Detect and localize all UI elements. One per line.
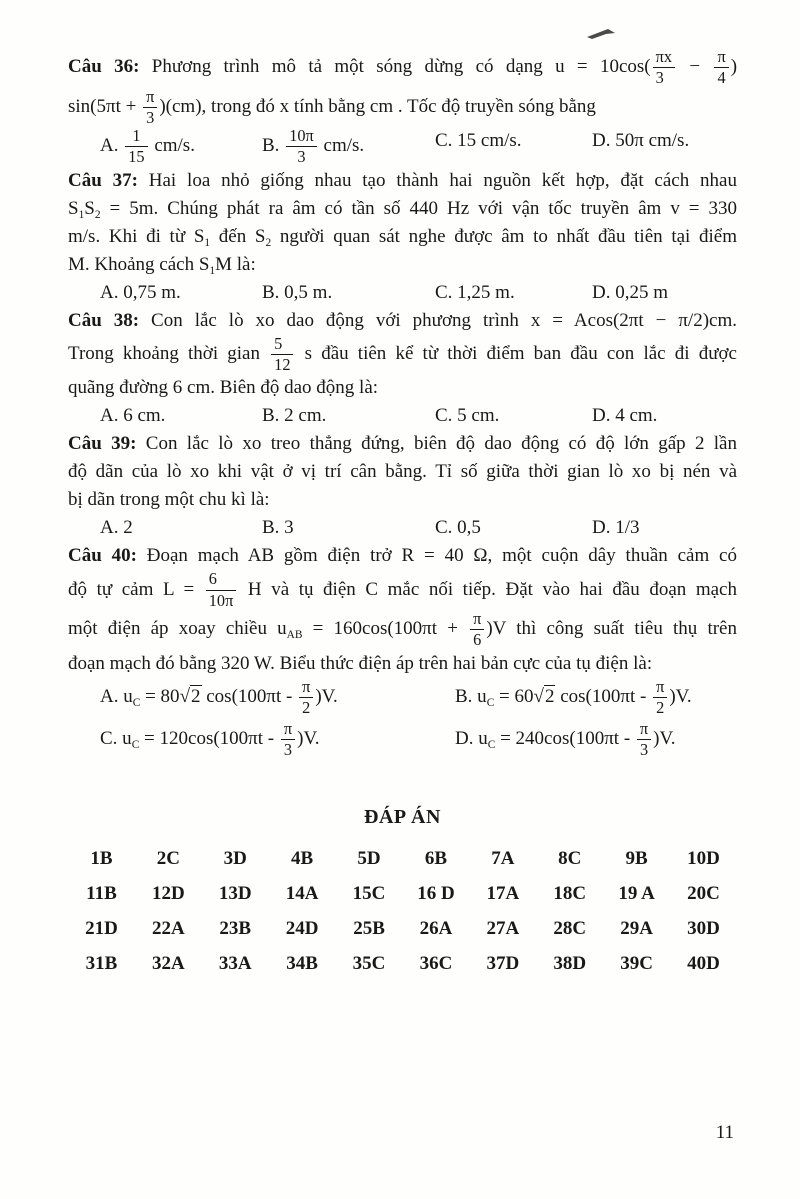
question-37-text-2: $S_1S_2 = 5m$. Chúng phát ra âm có tần số 440 Hz với vận tốc truyền âm v = 330	[68, 197, 737, 221]
answer-cell: 7A	[491, 847, 515, 869]
answer-cell: 27A	[486, 917, 520, 939]
question-37-options	[68, 279, 737, 307]
question-37-line-4	[68, 251, 737, 279]
option-d: D. 4 cm.	[592, 405, 658, 427]
question-37-text-4: M. Khoảng cách $S_1M$ là:	[68, 253, 256, 277]
option-d: D. 50π cm/s.	[592, 130, 690, 152]
question-37-line-2	[68, 195, 737, 223]
answer-cell: 8C	[558, 847, 582, 869]
answer-cell: 25B	[353, 917, 385, 939]
answer-cell: 19 A	[618, 882, 655, 904]
question-40-line-4	[68, 650, 737, 678]
question-40-options	[68, 678, 737, 760]
option-c: C. 0,5	[435, 517, 481, 539]
option-a: A. 2	[100, 517, 133, 539]
question-37-text-1: Hai loa nhỏ giống nhau tạo thành hai nguồn kết hợp, đặt cách nhau	[137, 169, 737, 191]
question-36-line-1	[68, 48, 737, 88]
answer-cell: 40D	[687, 952, 720, 974]
answer-cell: 4B	[291, 847, 314, 869]
answer-cell: 32A	[151, 952, 185, 974]
page-number: 11	[715, 1122, 734, 1143]
answer-cell: 16 D	[417, 882, 455, 904]
question-40	[68, 542, 737, 759]
answer-cell: 33A	[218, 952, 252, 974]
option-b: B. $\frac{10\pi}{3}$ cm/s.	[262, 126, 365, 167]
question-39-label: Câu 39:	[68, 433, 137, 455]
answer-cell: 12D	[151, 882, 185, 904]
answer-cell: 5D	[357, 847, 381, 869]
question-38-options	[68, 402, 737, 430]
answer-key-title: ĐÁP ÁN	[364, 805, 441, 828]
option-b: B. 0,5 m.	[262, 281, 333, 303]
option-d: D. 1/3	[592, 517, 640, 539]
question-37-label: Câu 37:	[68, 169, 138, 191]
option-c: C. 15 cm/s.	[435, 130, 522, 152]
answer-cell: 13D	[218, 882, 252, 904]
answer-cell: 14A	[285, 882, 319, 904]
question-39-options	[68, 514, 737, 542]
question-38	[68, 307, 737, 431]
question-38-label: Câu 38:	[68, 309, 140, 331]
question-40-line-2	[68, 570, 737, 610]
answer-cell: 20C	[687, 882, 720, 904]
answer-cell: 29A	[620, 917, 653, 939]
question-36-label: Câu 36:	[68, 56, 140, 78]
question-40-text-1: Đoạn mạch AB gồm điện trở R = 40 Ω, một cuộn dây thuần cảm có	[136, 545, 737, 567]
answer-cell: 35C	[352, 952, 386, 974]
question-37-text-3: m/s. Khi đi từ $S_1$ đến $S_2$ người quan sát nghe được âm to nhất đầu tiên tại điểm	[68, 225, 738, 249]
question-39	[68, 430, 737, 542]
question-36-options	[68, 127, 737, 167]
question-40-text-4: đoạn mạch đó bằng 320 W. Biểu thức điện áp trên hai bản cực của tụ điện là:	[68, 652, 653, 674]
answer-cell: 10D	[687, 847, 720, 869]
question-36-line-2	[68, 88, 737, 128]
answer-cell: 18C	[553, 882, 587, 904]
answer-cell: 37D	[486, 952, 520, 974]
answer-key-table	[68, 845, 737, 978]
question-38-text-3: quãng đường 6 cm. Biên độ dao động là:	[68, 377, 379, 399]
option-c: C. 1,25 m.	[435, 281, 515, 303]
question-36	[68, 48, 737, 167]
answer-cell: 26A	[419, 917, 453, 939]
option-b: B. 2 cm.	[262, 405, 327, 427]
question-38-line-2	[68, 335, 737, 375]
answer-cell: 30D	[687, 917, 720, 939]
answer-cell: 21D	[85, 917, 118, 939]
option-c: C. $u_C = 120\cos(100\pi t$ - $\frac{\pi}{3}$ )V.	[100, 719, 320, 760]
option-c: C. 5 cm.	[435, 405, 500, 427]
answer-cell: 24D	[285, 917, 319, 939]
option-b: B. $u_C = 60√2$ cos(100πt - $\frac{\pi}{2}$ )V.	[455, 676, 692, 717]
answer-cell: 31B	[85, 952, 118, 974]
question-36-text-2: sin(5πt + $\frac{\pi}{3}$ )(cm), trong đó x tính bằng cm . Tốc độ truyền sóng bằng	[68, 86, 596, 127]
answer-cell: 23B	[219, 917, 252, 939]
scan-artifact-mark	[586, 24, 616, 36]
option-b: B. 3	[262, 517, 294, 539]
question-38-text-1: Con lắc lò xo dao động với phương trình x = Acos(2πt − π/2)cm.	[139, 309, 737, 331]
question-37-line-3	[68, 223, 737, 251]
answer-cell: 3D	[223, 847, 247, 869]
question-37	[68, 167, 737, 307]
question-39-line-2	[68, 458, 737, 486]
option-a: A. 6 cm.	[100, 405, 166, 427]
question-40-label: Câu 40:	[68, 545, 137, 567]
question-38-text-2: Trong khoảng thời gian $\frac{5}{12}$ s đầu tiên kể từ thời điểm ban đầu con lắc đi được	[68, 333, 737, 375]
answer-cell: 6B	[424, 847, 448, 869]
answer-cell: 38D	[553, 952, 587, 974]
question-40-text-3: một điện áp xoay chiều $u_{AB} = 160\cos(100\pi t$ + $\frac{\pi}{6}$ )V thì công suất tiêu thụ trên	[68, 608, 737, 650]
answer-cell: 22A	[151, 917, 185, 939]
question-40-line-3	[68, 610, 737, 650]
question-38-line-3	[68, 374, 737, 402]
answer-cell: 15C	[352, 882, 386, 904]
question-40-text-2: độ tự cảm L = $\frac{6}{10\pi}$ H và tụ điện C mắc nối tiếp. Đặt vào hai đầu đoạn mạch	[68, 569, 737, 610]
question-39-text-3: bị dãn trong một chu kì là:	[68, 489, 270, 511]
option-a: A. 0,75 m.	[100, 281, 181, 303]
option-a: A. $u_C = 80√2$ cos(100πt - $\frac{\pi}{2}$ )V.	[100, 676, 338, 717]
answer-cell: 17A	[486, 882, 520, 904]
answer-cell: 1B	[90, 847, 113, 869]
question-39-line-3	[68, 486, 737, 514]
answer-cell: 28C	[553, 917, 587, 939]
question-38-line-1	[68, 307, 737, 335]
question-37-line-1	[68, 167, 737, 195]
question-40-line-1	[68, 542, 737, 570]
answer-cell: 39C	[620, 952, 653, 974]
ink-smudge-icon	[586, 28, 616, 40]
answer-cell: 2C	[156, 847, 180, 869]
question-36-text-1: Phương trình mô tả một sóng dừng có dạng u = 10cos( $\frac{\pi x}{3}$ − $\frac{\pi}{4}$ )	[139, 47, 738, 88]
answer-cell: 11B	[86, 882, 117, 904]
option-a: A. $\frac{1}{15}$ cm/s.	[100, 126, 195, 167]
answer-cell: 9B	[625, 847, 648, 869]
question-39-text-2: độ dãn của lò xo khi vật ở vị trí cân bằng. Tỉ số giữa thời gian lò xo bị nén và	[68, 461, 737, 483]
question-39-line-1	[68, 430, 737, 458]
option-d: D. $u_C = 240\cos(100\pi t$ - $\frac{\pi}{3}$ )V.	[455, 719, 676, 760]
option-d: D. 0,25 m	[592, 281, 668, 303]
answer-cell: 34B	[286, 952, 318, 974]
answer-cell: 36C	[419, 952, 453, 974]
question-39-text-1: Con lắc lò xo treo thẳng đứng, biên độ dao động có độ lớn gấp 2 lần	[136, 433, 737, 455]
